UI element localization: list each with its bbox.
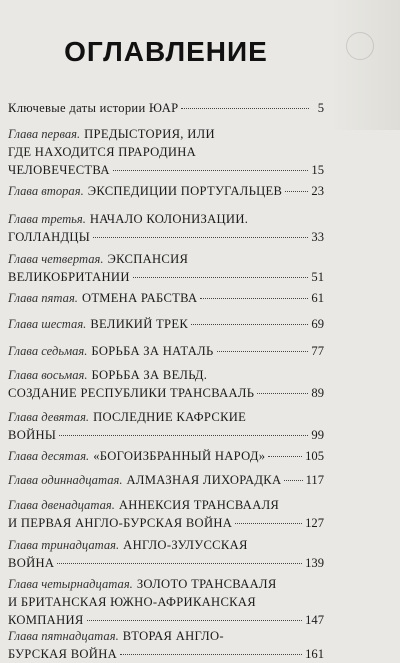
- entry-title: КОМПАНИЯ: [8, 613, 84, 627]
- page-number: 61: [311, 291, 324, 305]
- toc-entry-chapter-4[interactable]: [8, 250, 324, 286]
- previous-page-bleed: [330, 0, 400, 130]
- page-title: ОГЛАВЛЕНИЕ: [64, 36, 268, 67]
- leader-dots: [87, 620, 303, 621]
- entry-title: ГОЛЛАНДЦЫ: [8, 230, 91, 244]
- toc-entry-chapter-9[interactable]: [8, 408, 324, 444]
- toc-entry-chapter-11[interactable]: [8, 471, 324, 489]
- entry-title: ЭКСПЕДИЦИИ ПОРТУГАЛЬЦЕВ: [87, 184, 283, 198]
- toc-entry-key-dates[interactable]: [8, 99, 324, 117]
- page-number: 161: [305, 647, 324, 661]
- leader-dots: [93, 237, 308, 238]
- toc-entry-chapter-10[interactable]: [8, 447, 324, 465]
- toc-entry-chapter-12[interactable]: [8, 496, 324, 532]
- page-number: 51: [311, 270, 324, 284]
- entry-title: ЗОЛОТО ТРАНСВААЛЯ: [136, 577, 277, 591]
- page-number: 105: [305, 449, 324, 463]
- entry-title: АЛМАЗНАЯ ЛИХОРАДКА: [126, 473, 282, 487]
- entry-title: АНГЛО-ЗУЛУССКАЯ: [123, 538, 248, 552]
- entry-title: ЭКСПАНСИЯ: [107, 252, 189, 266]
- chapter-label: Глава восьмая.: [8, 368, 88, 382]
- page-number: 139: [305, 556, 324, 570]
- entry-title: И БРИТАНСКАЯ ЮЖНО-АФРИКАНСКАЯ: [8, 595, 256, 609]
- ornament-icon: [346, 32, 374, 60]
- page-number: 15: [311, 163, 324, 177]
- entry-title: ОТМЕНА РАБСТВА: [81, 291, 198, 305]
- leader-dots: [200, 298, 308, 299]
- toc-entry-chapter-3[interactable]: [8, 210, 324, 246]
- entry-title: ВОЙНА: [8, 556, 55, 570]
- leader-dots: [191, 324, 308, 325]
- entry-title: НАЧАЛО КОЛОНИЗАЦИИ.: [89, 212, 249, 226]
- toc-entry-chapter-8[interactable]: [8, 366, 324, 402]
- toc-entry-chapter-7[interactable]: [8, 342, 324, 360]
- chapter-label: Глава вторая.: [8, 184, 84, 198]
- entry-title: Ключевые даты истории ЮАР: [8, 101, 179, 115]
- chapter-label: Глава девятая.: [8, 410, 90, 424]
- entry-title: «БОГОИЗБРАННЫЙ НАРОД»: [93, 449, 266, 463]
- entry-title: ВЕЛИКОБРИТАНИИ: [8, 270, 130, 284]
- toc-entry-chapter-6[interactable]: [8, 315, 324, 333]
- chapter-label: Глава одиннадцатая.: [8, 473, 123, 487]
- chapter-label: Глава пятнадцатая.: [8, 629, 119, 643]
- entry-title: И ПЕРВАЯ АНГЛО-БУРСКАЯ ВОЙНА: [8, 516, 233, 530]
- toc-entry-chapter-14[interactable]: [8, 575, 324, 629]
- toc-entry-chapter-15[interactable]: [8, 627, 324, 663]
- page-number: 147: [305, 613, 324, 627]
- chapter-label: Глава десятая.: [8, 449, 90, 463]
- entry-title: АННЕКСИЯ ТРАНСВААЛЯ: [118, 498, 280, 512]
- chapter-label: Глава тринадцатая.: [8, 538, 120, 552]
- leader-dots: [133, 277, 309, 278]
- chapter-label: Глава четвертая.: [8, 252, 104, 266]
- leader-dots: [284, 480, 302, 481]
- chapter-label: Глава шестая.: [8, 317, 87, 331]
- entry-title: ВТОРАЯ АНГЛО-: [122, 629, 224, 643]
- leader-dots: [113, 170, 309, 171]
- leader-dots: [59, 435, 308, 436]
- chapter-label: Глава первая.: [8, 127, 81, 141]
- page-number: 23: [311, 184, 324, 198]
- toc-entry-chapter-2[interactable]: [8, 182, 324, 200]
- entry-title: ПРЕДЫСТОРИЯ, ИЛИ: [84, 127, 215, 141]
- chapter-label: Глава четырнадцатая.: [8, 577, 133, 591]
- entry-title: ГДЕ НАХОДИТСЯ ПРАРОДИНА: [8, 145, 197, 159]
- page-number: 89: [311, 386, 324, 400]
- leader-dots: [120, 654, 302, 655]
- toc-entry-chapter-5[interactable]: [8, 289, 324, 307]
- chapter-label: Глава пятая.: [8, 291, 78, 305]
- entry-title: ВОЙНЫ: [8, 428, 57, 442]
- leader-dots: [57, 563, 302, 564]
- leader-dots: [257, 393, 308, 394]
- leader-dots: [181, 108, 309, 109]
- toc-page: [8, 0, 324, 662]
- entry-title: БОРЬБА ЗА ВЕЛЬД.: [91, 368, 208, 382]
- leader-dots: [217, 351, 309, 352]
- leader-dots: [235, 523, 302, 524]
- page-number: 117: [305, 473, 324, 487]
- chapter-label: Глава третья.: [8, 212, 86, 226]
- leader-dots: [285, 191, 308, 192]
- page-number: 127: [305, 516, 324, 530]
- entry-title: ЧЕЛОВЕЧЕСТВА: [8, 163, 110, 177]
- page-number: 69: [311, 317, 324, 331]
- chapter-label: Глава седьмая.: [8, 344, 88, 358]
- page-number: 99: [311, 428, 324, 442]
- entry-title: ПОСЛЕДНИЕ КАФРСКИЕ: [93, 410, 247, 424]
- entry-title: ВЕЛИКИЙ ТРЕК: [90, 317, 189, 331]
- chapter-label: Глава двенадцатая.: [8, 498, 115, 512]
- leader-dots: [268, 456, 302, 457]
- toc-entry-chapter-1[interactable]: [8, 125, 324, 179]
- page-number: 33: [311, 230, 324, 244]
- entry-title: БУРСКАЯ ВОЙНА: [8, 647, 117, 661]
- page-number: 77: [311, 344, 324, 358]
- page-number: 5: [317, 101, 324, 115]
- entry-title: СОЗДАНИЕ РЕСПУБЛИКИ ТРАНСВААЛЬ: [8, 386, 255, 400]
- toc-entry-chapter-13[interactable]: [8, 536, 324, 572]
- entry-title: БОРЬБА ЗА НАТАЛЬ: [91, 344, 214, 358]
